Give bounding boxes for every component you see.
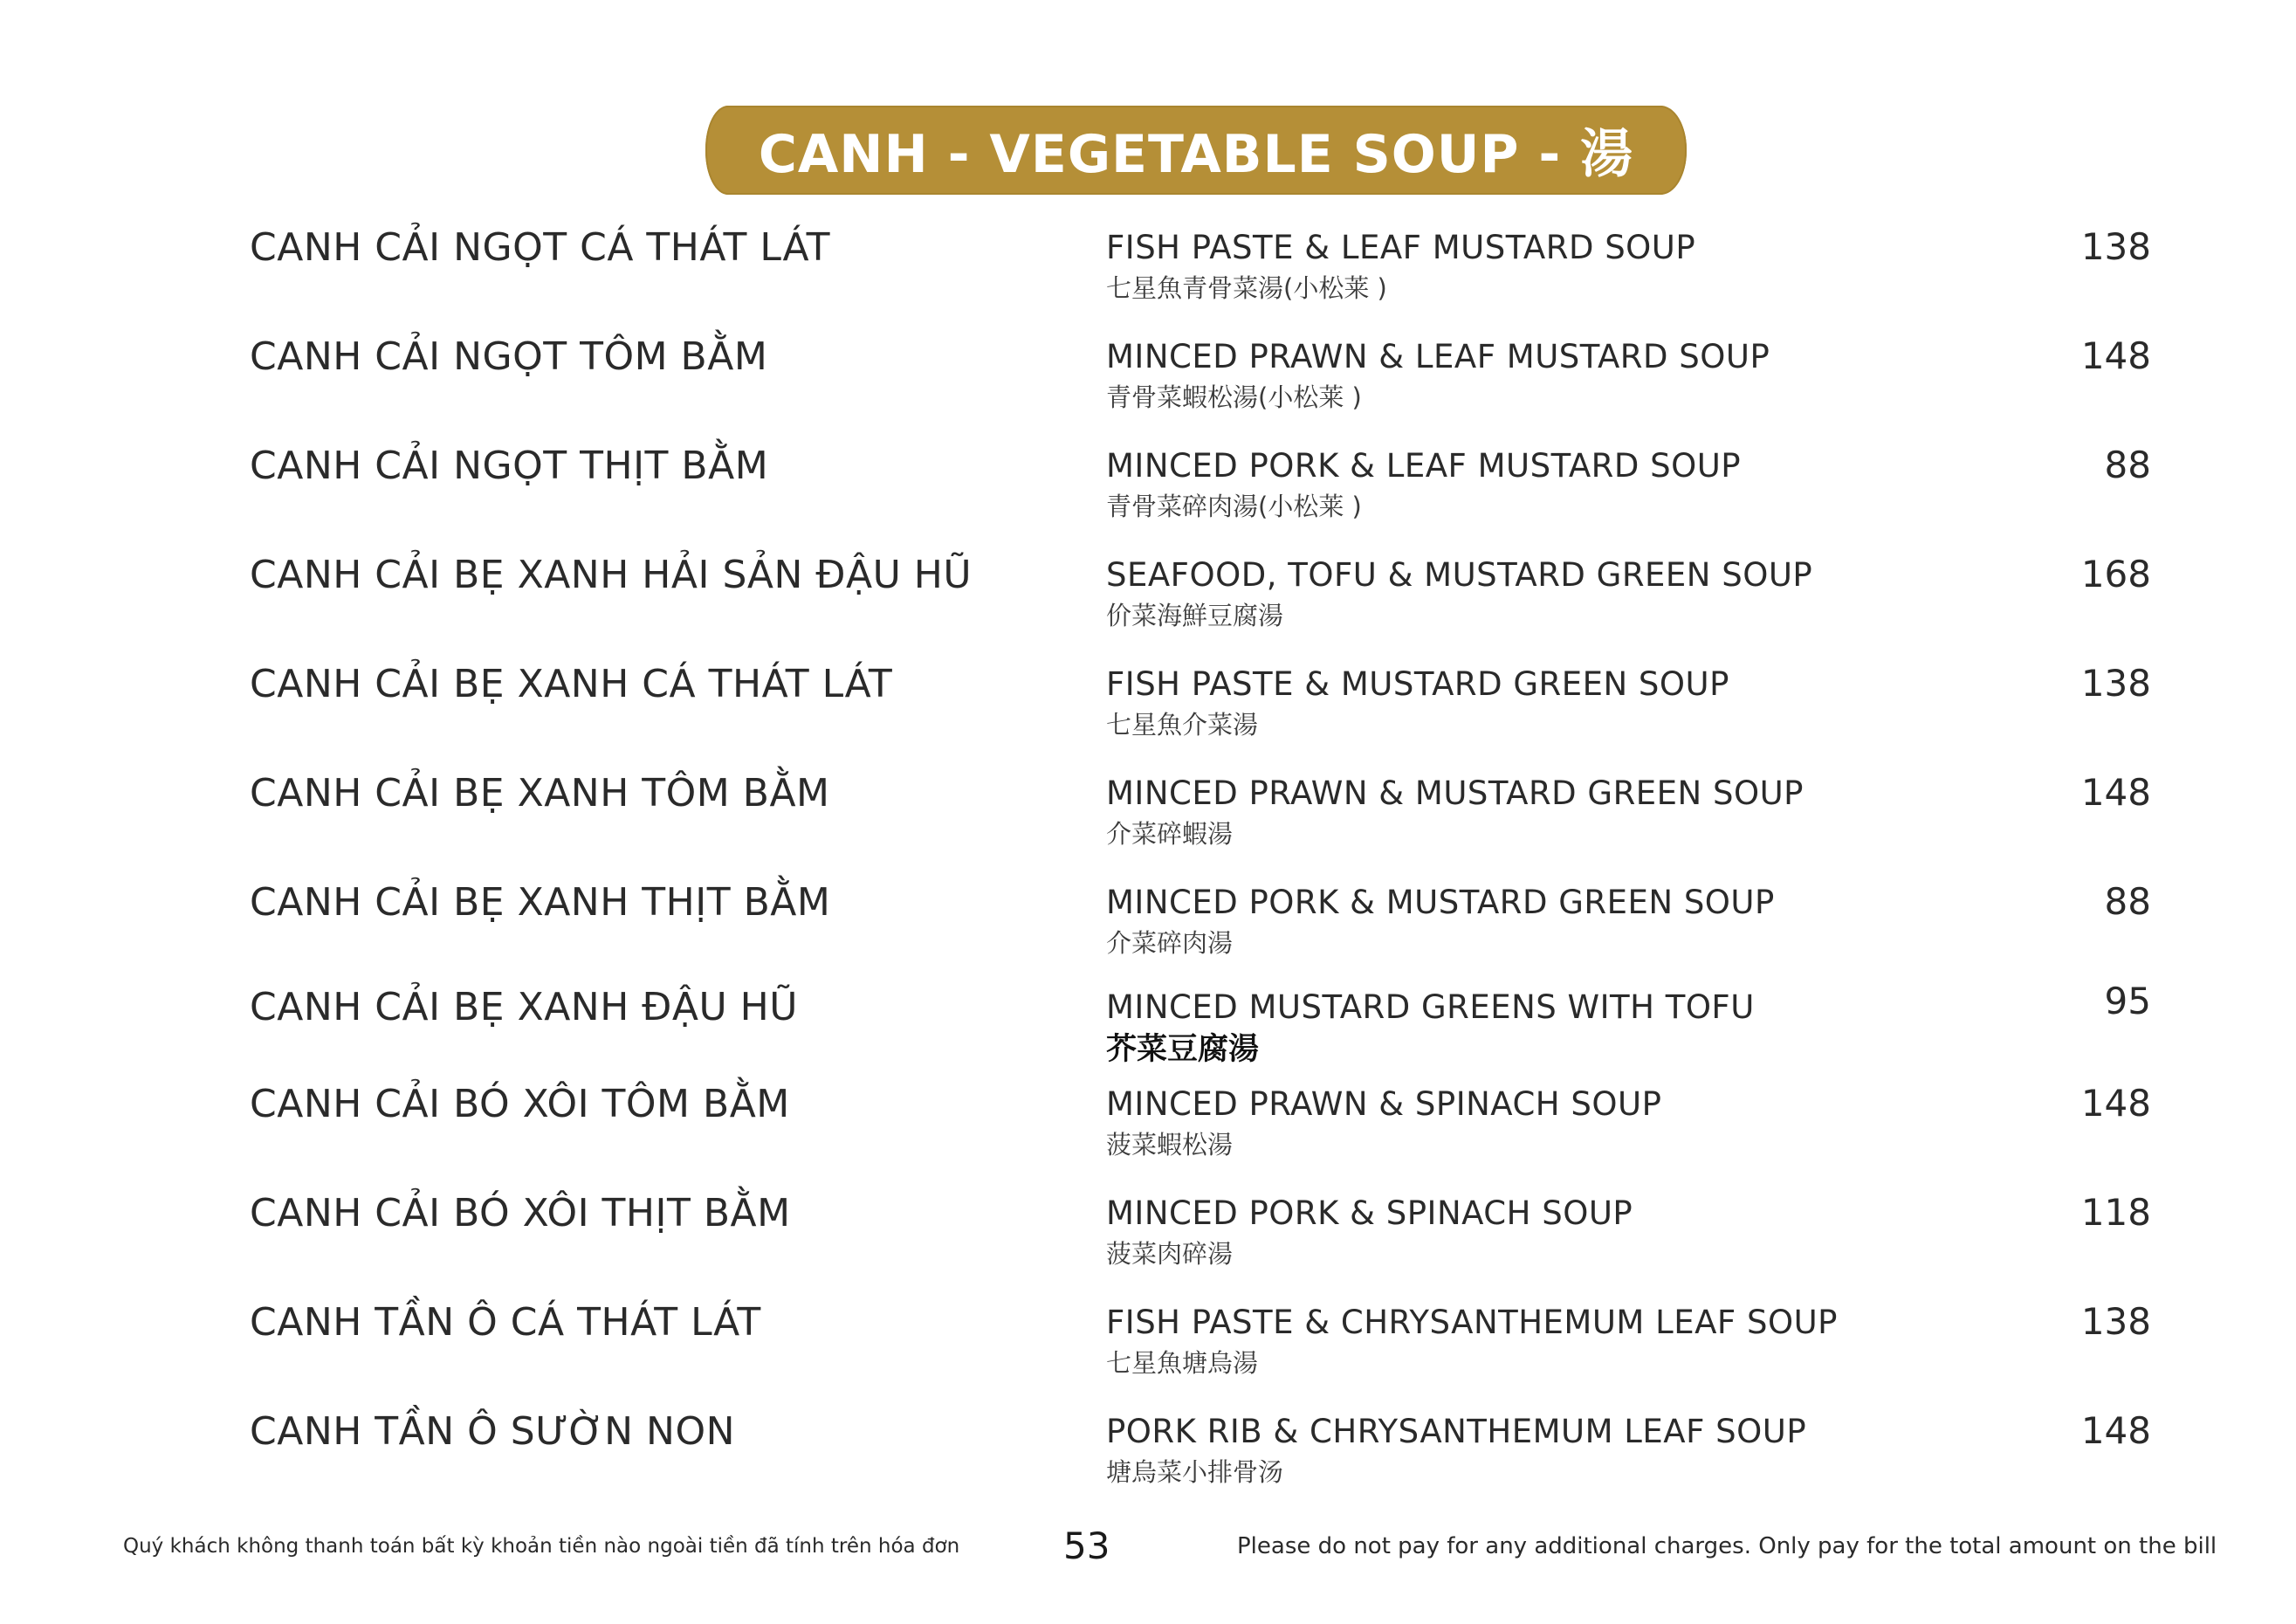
item-price: 88 <box>2104 880 2151 923</box>
item-name-english: MINCED PORK & LEAF MUSTARD SOUP <box>1106 447 1742 485</box>
menu-item <box>0 225 2296 321</box>
item-price: 148 <box>2080 1409 2151 1452</box>
item-name-english: MINCED PRAWN & LEAF MUSTARD SOUP <box>1106 338 1770 375</box>
item-name-chinese: 七星魚青骨菜湯(小松莱 ) <box>1106 273 1387 303</box>
item-name-english: MINCED MUSTARD GREENS WITH TOFU <box>1106 988 1755 1026</box>
menu-item <box>0 1082 2296 1178</box>
footer-note-vietnamese: Quý khách không thanh toán bất kỳ khoản tiền nào ngoài tiền đã tính trên hóa đơn <box>123 1535 960 1558</box>
menu-item <box>0 771 2296 867</box>
item-name-vietnamese: CANH CẢI NGỌT CÁ THÁT LÁT <box>250 225 831 270</box>
item-price: 138 <box>2080 662 2151 705</box>
item-name-english: FISH PASTE & LEAF MUSTARD SOUP <box>1106 229 1696 266</box>
menu-item <box>0 662 2296 758</box>
item-name-vietnamese: CANH CẢI BÓ XÔI THỊT BẰM <box>250 1191 791 1235</box>
item-name-english: FISH PASTE & MUSTARD GREEN SOUP <box>1106 665 1729 703</box>
menu-item <box>0 553 2296 649</box>
item-name-english: SEAFOOD, TOFU & MUSTARD GREEN SOUP <box>1106 556 1813 594</box>
item-name-chinese: 七星魚介菜湯 <box>1106 710 1259 740</box>
item-price: 148 <box>2080 1082 2151 1125</box>
item-name-english: MINCED PRAWN & SPINACH SOUP <box>1106 1085 1662 1123</box>
item-name-english: FISH PASTE & CHRYSANTHEMUM LEAF SOUP <box>1106 1304 1838 1341</box>
page-number: 53 <box>1063 1524 1110 1567</box>
item-name-vietnamese: CANH CẢI BẸ XANH TÔM BẰM <box>250 771 830 815</box>
item-name-vietnamese: CANH CẢI BẸ XANH ĐẬU HŨ <box>250 985 798 1029</box>
item-price: 95 <box>2104 980 2151 1022</box>
item-name-english: MINCED PRAWN & MUSTARD GREEN SOUP <box>1106 774 1804 812</box>
footer-note-english: Please do not pay for any additional charges. Only pay for the total amount on the bill <box>1237 1533 2217 1559</box>
item-name-chinese: 介菜碎肉湯 <box>1106 928 1234 958</box>
menu-item <box>0 880 2296 976</box>
menu-item <box>0 334 2296 430</box>
item-name-chinese: 价菜海鮮豆腐湯 <box>1106 601 1284 630</box>
menu-item <box>0 1409 2296 1505</box>
section-title: CANH - VEGETABLE SOUP - 湯 <box>758 124 1634 185</box>
item-name-chinese: 青骨菜蝦松湯(小松莱 ) <box>1106 382 1362 412</box>
item-name-vietnamese: CANH CẢI NGỌT THỊT BẰM <box>250 444 769 488</box>
item-name-vietnamese: CANH TẦN Ô CÁ THÁT LÁT <box>250 1300 761 1345</box>
item-price: 138 <box>2080 225 2151 268</box>
item-price: 118 <box>2080 1191 2151 1234</box>
item-price: 168 <box>2080 553 2151 595</box>
item-name-chinese: 塘烏菜小排骨汤 <box>1106 1457 1284 1487</box>
item-name-vietnamese: CANH CẢI BẸ XANH THỊT BẰM <box>250 880 831 925</box>
item-price: 148 <box>2080 771 2151 814</box>
item-name-vietnamese: CANH CẢI BẸ XANH HẢI SẢN ĐẬU HŨ <box>250 553 973 597</box>
item-name-chinese: 菠菜肉碎湯 <box>1106 1239 1234 1269</box>
menu-item <box>0 1300 2296 1396</box>
menu-item <box>0 1191 2296 1287</box>
item-name-chinese: 芥菜豆腐湯 <box>1106 1032 1260 1067</box>
item-name-vietnamese: CANH CẢI NGỌT TÔM BẰM <box>250 334 768 379</box>
item-name-chinese: 菠菜蝦松湯 <box>1106 1130 1234 1160</box>
item-name-vietnamese: CANH CẢI BÓ XÔI TÔM BẰM <box>250 1082 790 1126</box>
item-price: 138 <box>2080 1300 2151 1343</box>
item-price: 88 <box>2104 444 2151 486</box>
item-name-vietnamese: CANH TẦN Ô SƯỜN NON <box>250 1409 736 1454</box>
menu-item <box>0 444 2296 540</box>
item-name-english: MINCED PORK & MUSTARD GREEN SOUP <box>1106 884 1775 921</box>
item-name-chinese: 青骨菜碎肉湯(小松莱 ) <box>1106 492 1362 521</box>
item-name-english: PORK RIB & CHRYSANTHEMUM LEAF SOUP <box>1106 1413 1807 1450</box>
menu-item <box>0 980 2296 1081</box>
item-name-english: MINCED PORK & SPINACH SOUP <box>1106 1194 1633 1232</box>
item-name-vietnamese: CANH CẢI BẸ XANH CÁ THÁT LÁT <box>250 662 893 706</box>
item-name-chinese: 七星魚塘烏湯 <box>1106 1348 1259 1378</box>
item-name-chinese: 介菜碎蝦湯 <box>1106 819 1234 849</box>
item-price: 148 <box>2080 334 2151 377</box>
